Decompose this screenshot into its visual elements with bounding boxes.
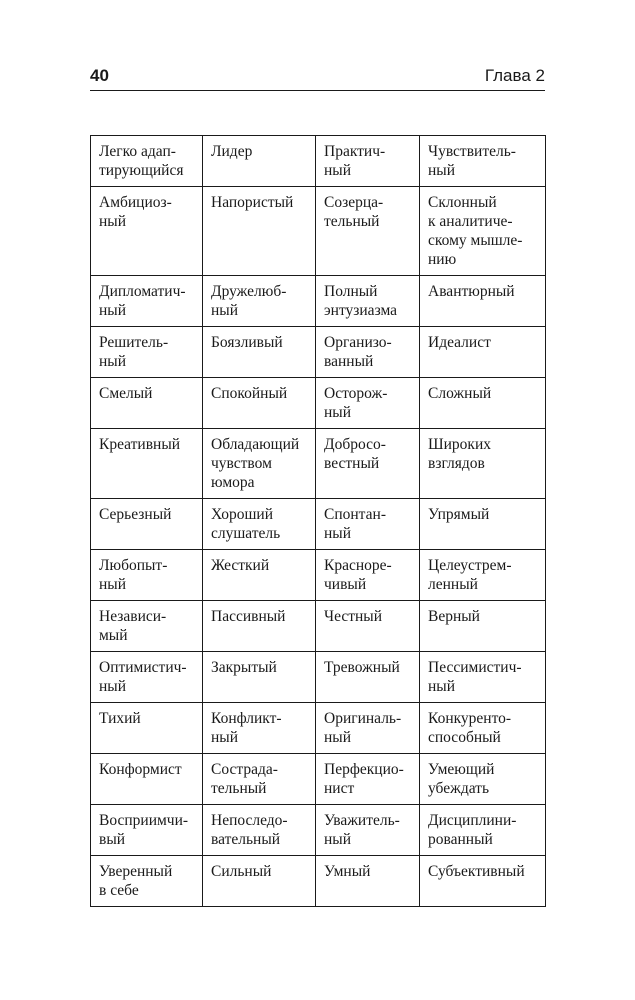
table-cell: Непоследо- вательный: [203, 805, 316, 856]
table-row: [91, 429, 546, 499]
page-number: 40: [90, 66, 109, 85]
table-cell: Умеющий убеждать: [420, 754, 546, 805]
table-cell: Сильный: [203, 856, 316, 907]
table-cell: Уверенный в себе: [91, 856, 203, 907]
table-cell: Уважитель- ный: [316, 805, 420, 856]
table-cell: Жесткий: [203, 550, 316, 601]
table-row: [91, 601, 546, 652]
table-cell: Конфликт- ный: [203, 703, 316, 754]
table-cell: Конформист: [91, 754, 203, 805]
table-cell: Целеустрем- ленный: [420, 550, 546, 601]
table-cell: Упрямый: [420, 499, 546, 550]
table-row: [91, 703, 546, 754]
table-cell: Конкуренто- способный: [420, 703, 546, 754]
table-cell: Спонтан- ный: [316, 499, 420, 550]
table-cell: Пессимистич- ный: [420, 652, 546, 703]
table-row: [91, 652, 546, 703]
table-cell: Спокойный: [203, 378, 316, 429]
page-header: [90, 64, 545, 91]
table-cell: Независи- мый: [91, 601, 203, 652]
table-row: [91, 754, 546, 805]
table-cell: Практич- ный: [316, 136, 420, 187]
table-cell: Решитель- ный: [91, 327, 203, 378]
table-row: [91, 327, 546, 378]
table-cell: Тихий: [91, 703, 203, 754]
table-cell: Закрытый: [203, 652, 316, 703]
table-cell: Созерца- тельный: [316, 187, 420, 276]
table-cell: Любопыт- ный: [91, 550, 203, 601]
table-cell: Хороший слушатель: [203, 499, 316, 550]
table-cell: Склонный к аналитиче- скому мышле- нию: [420, 187, 546, 276]
table-cell: Дисциплини- рованный: [420, 805, 546, 856]
table-cell: Красноре- чивый: [316, 550, 420, 601]
table-cell: Чувствитель- ный: [420, 136, 546, 187]
table-cell: Субъективный: [420, 856, 546, 907]
table-cell: Боязливый: [203, 327, 316, 378]
table-cell: Сложный: [420, 378, 546, 429]
table-cell: Верный: [420, 601, 546, 652]
table-row: [91, 378, 546, 429]
table-cell: Идеалист: [420, 327, 546, 378]
table-cell: Сострада- тельный: [203, 754, 316, 805]
table-cell: Легко адап- тирующийся: [91, 136, 203, 187]
table-cell: Лидер: [203, 136, 316, 187]
table-cell: Смелый: [91, 378, 203, 429]
table-cell: Широких взглядов: [420, 429, 546, 499]
table-row: [91, 499, 546, 550]
table-cell: Полный энтузиазма: [316, 276, 420, 327]
table-row: [91, 856, 546, 907]
table-cell: Организо- ванный: [316, 327, 420, 378]
table-cell: Тревожный: [316, 652, 420, 703]
table-cell: Умный: [316, 856, 420, 907]
table-row: [91, 550, 546, 601]
table-row: [91, 276, 546, 327]
table-cell: Оригиналь- ный: [316, 703, 420, 754]
table-row: [91, 187, 546, 276]
table-cell: Добросо- вестный: [316, 429, 420, 499]
table-cell: Креативный: [91, 429, 203, 499]
table-cell: Авантюрный: [420, 276, 546, 327]
table-cell: Дружелюб- ный: [203, 276, 316, 327]
table-cell: Дипломатич- ный: [91, 276, 203, 327]
table-cell: Напористый: [203, 187, 316, 276]
table-row: [91, 805, 546, 856]
table-cell: Амбициоз- ный: [91, 187, 203, 276]
table-cell: Осторож- ный: [316, 378, 420, 429]
table-cell: Перфекцио- нист: [316, 754, 420, 805]
table-cell: Честный: [316, 601, 420, 652]
chapter-title: Глава 2: [484, 66, 545, 85]
table-cell: Серьезный: [91, 499, 203, 550]
table-row: [91, 136, 546, 187]
table-cell: Восприимчи- вый: [91, 805, 203, 856]
table-cell: Пассивный: [203, 601, 316, 652]
table-cell: Обладающий чувством юмора: [203, 429, 316, 499]
table-cell: Оптимистич- ный: [91, 652, 203, 703]
traits-table: [90, 135, 546, 907]
